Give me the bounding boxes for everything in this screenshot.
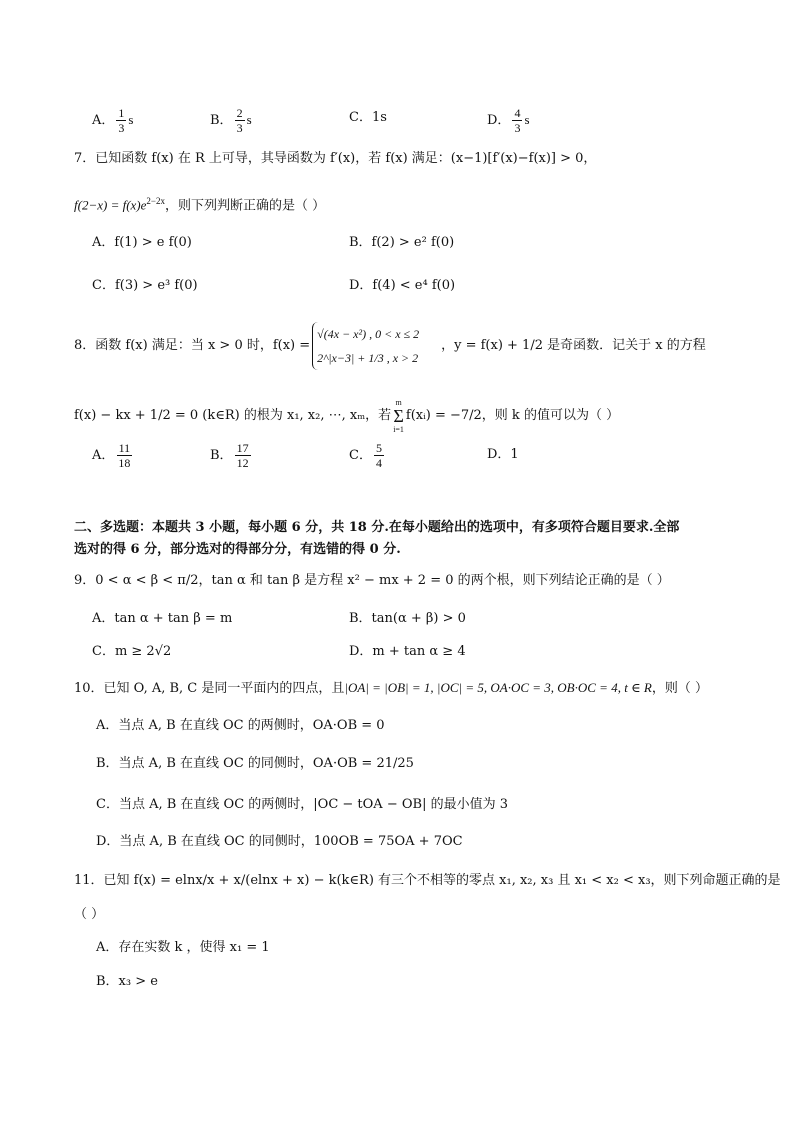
q8-option-d: D．1 bbox=[487, 447, 519, 462]
section2-heading-line2: 选对的得 6 分，部分选对的得部分分，有选错的得 0 分. bbox=[74, 542, 401, 557]
q10-option-d: D．当点 A, B 在直线 OC 的同侧时，100OB = 75OA + 7OC bbox=[96, 834, 463, 849]
q9-stem: 9．0 < α < β < π/2，tan α 和 tan β 是方程 x² − mx + 2 = 0 的两个根，则下列结论正确的是（ ） bbox=[74, 573, 670, 588]
q10-stem: 10．已知 O, A, B, C 是同一平面内的四点，且|OA| = |OB| = 1, |OC| = 5, OA·OC = 3, OB·OC = 4, t ∈ R，则（ ） bbox=[74, 680, 709, 696]
q9-option-b: B．tan(α + β) > 0 bbox=[349, 611, 466, 626]
q8-case2: 2^|x−3| + 1/3 , x > 2 bbox=[317, 351, 419, 365]
q10-option-c: C．当点 A, B 在直线 OC 的两侧时，|OC − tOA − OB| 的最小值为 3 bbox=[96, 797, 508, 812]
q6-option-d: D． $\frac{4}{3}$ s bbox=[487, 106, 530, 135]
q9-option-a: A．tan α + tan β = m bbox=[92, 611, 233, 626]
q6-option-a: A． $\frac{1}{3}$ s bbox=[92, 106, 134, 135]
q8-piecewise bbox=[312, 322, 419, 370]
q11-option-b: B．x₃ > e bbox=[96, 974, 158, 989]
q8-case1: √(4x − x²) , 0 < x ≤ 2 bbox=[317, 327, 420, 341]
q7-option-b: B．f(2) > e² f(0) bbox=[349, 235, 455, 250]
q7-option-a: A．f(1) > e f(0) bbox=[92, 235, 192, 250]
q7-option-c: C．f(3) > e³ f(0) bbox=[92, 278, 198, 293]
q9-option-c: C．m ≥ 2√2 bbox=[92, 644, 172, 659]
q8-option-a: A． $\frac{11}{18}$ bbox=[92, 441, 131, 470]
q8-stem-line2: f(x) − kx + 1/2 = 0 (k∈R) 的根为 x₁, x₂, ⋯, xₘ，若 m Σ i=1 f(xᵢ) = −7/2，则 k 的值可以为（ ） bbox=[74, 398, 620, 434]
q8-option-c: C． $\frac{5}{4}$ bbox=[349, 441, 382, 470]
q7-stem-line2: $f(2-x) = f(x)e^{2-2x}$，则下列判断正确的是（ ） bbox=[74, 196, 326, 214]
q8-stem-line1: 8．函数 f(x) 满足：当 x > 0 时，f(x) = √(4x − x²) , 0 < x ≤ 2 2^|x−3| + 1/3 , x > 2 ，y = f(x) + 1/2 是奇函数．记关于 x 的方程 bbox=[74, 318, 706, 374]
q6-option-b: B． $\frac{2}{3}$ s bbox=[210, 106, 252, 135]
q7-option-d: D．f(4) < e⁴ f(0) bbox=[349, 278, 456, 293]
q9-option-d: D．m + tan α ≥ 4 bbox=[349, 644, 466, 659]
sum-symbol: m Σ i=1 bbox=[393, 398, 404, 434]
q11-stem-paren: （ ） bbox=[74, 907, 105, 922]
q6-option-c: C．1s bbox=[349, 110, 387, 125]
q11-stem: 11．已知 f(x) = elnx/x + x/(elnx + x) − k(k∈R) 有三个不相等的零点 x₁, x₂, x₃ 且 x₁ < x₂ < x₃，则下列命题正确的是 bbox=[74, 873, 781, 888]
section2-heading-line1: 二、多选题：本题共 3 小题，每小题 6 分，共 18 分.在每小题给出的选项中，有多项符合题目要求.全部 bbox=[74, 520, 680, 535]
q10-option-b: B．当点 A, B 在直线 OC 的同侧时，OA·OB = 21/25 bbox=[96, 756, 414, 771]
q7-stem-line1: 7．已知函数 f(x) 在 R 上可导，其导函数为 f′(x)，若 f(x) 满足：(x−1)[f′(x)−f(x)] > 0， bbox=[74, 151, 597, 166]
q11-option-a: A．存在实数 k ，使得 x₁ = 1 bbox=[96, 940, 270, 955]
q10-option-a: A．当点 A, B 在直线 OC 的两侧时，OA·OB = 0 bbox=[96, 718, 385, 733]
q8-option-b: B． $\frac{17}{12}$ bbox=[210, 441, 249, 470]
